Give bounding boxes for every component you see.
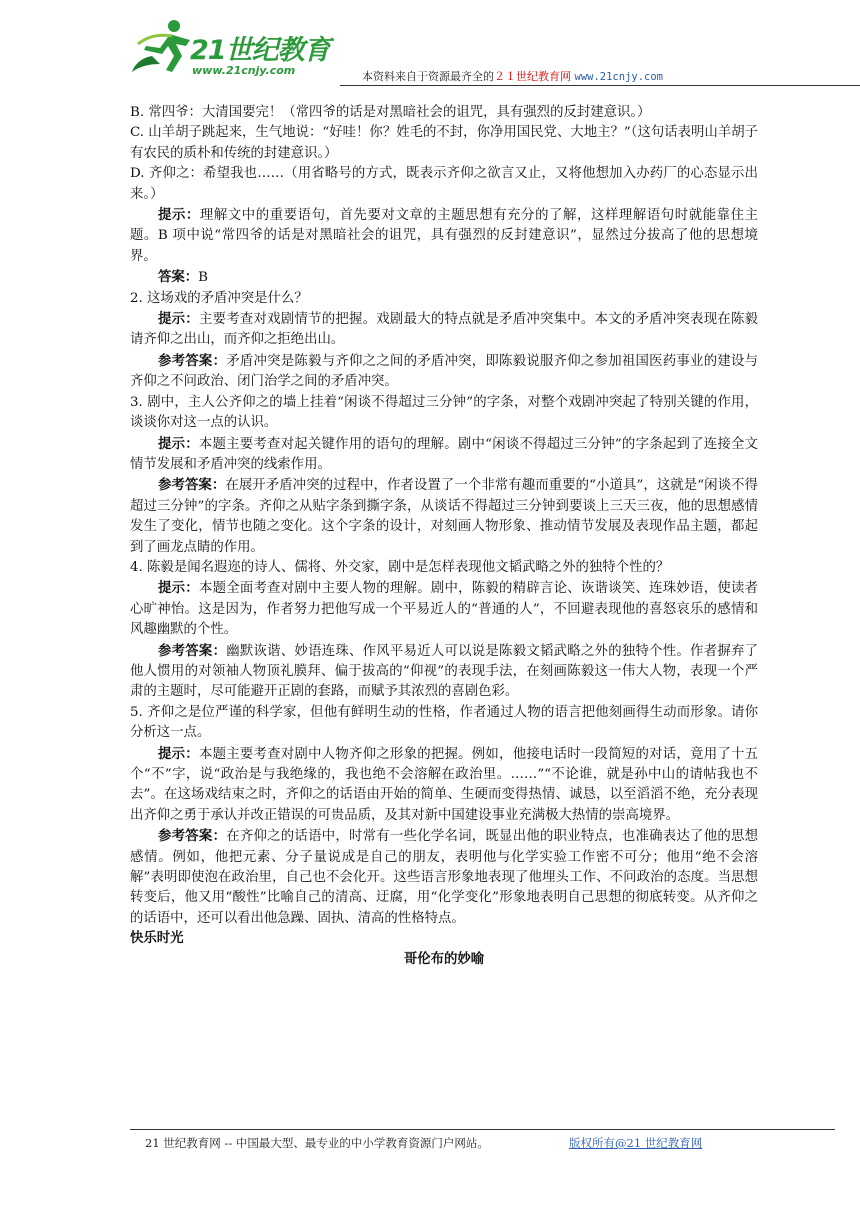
q2-hint-text: 主要考查对戏剧情节的把握。戏剧最大的特点就是矛盾冲突集中。本文的矛盾冲突表现在陈毅请齐仰之出山，而齐仰之拒绝出山。	[130, 312, 759, 348]
question-4: 4. 陈毅是闻名遐迩的诗人、儒将、外交家，剧中是怎样表现他文韬武略之外的独特个性的？	[130, 559, 670, 575]
q1-answer	[130, 267, 758, 288]
page-footer	[145, 1135, 703, 1151]
hint-label: 提示：	[158, 435, 199, 452]
answer-label: 答案：	[158, 269, 199, 286]
option-d: D. 齐仰之：希望我也……（用省略号的方式，既表示齐仰之欲言又止，又将他想加入办药厂的心态显示出来。）	[130, 166, 758, 202]
option-c: C. 山羊胡子跳起来，生气地说：“好哇！你？姓毛的不封，你净用国民党、大地主？”（这句话表明山羊胡子有农民的质朴和传统的封建意识。）	[130, 125, 758, 161]
header-site-link[interactable]: ２１世纪教育网	[494, 70, 571, 83]
answer-label: 参考答案：	[158, 828, 227, 845]
copyright-link[interactable]: 版权所有@21 世纪教育网	[569, 1136, 703, 1150]
question-2: 2. 这场戏的矛盾冲突是什么？	[130, 290, 308, 306]
q5-hint	[130, 744, 758, 827]
header-url-link[interactable]: www.21cnjy.com	[574, 71, 664, 83]
question-5: 5. 齐仰之是位严谨的科学家，但他有鲜明生动的性格，作者通过人物的语言把他刻画得生动而形象。请你分析这一点。	[130, 704, 758, 741]
q4-hint	[130, 578, 758, 640]
q4-answer-text: 幽默诙谐、妙语连珠、作风平易近人可以说是陈毅文韬武略之外的独特个性。作者摒弃了他人惯用的对领袖人物顶礼膜拜、偏于拔高的“仰视”的表现手法，在刻画陈毅这一伟大人物，表现一个严肃的主题时，尽可能避开正剧的套路，而赋予其浓烈的喜剧色彩。	[130, 643, 759, 700]
logo-title: 21世纪教育	[190, 35, 330, 66]
q4-hint-text: 本题全面考查对剧中主要人物的理解。剧中，陈毅的精辟言论、诙谐谈笑、连珠妙语，使读者心旷神怡。这是因为，作者努力把他写成一个平易近人的“普通的人”，不回避表现他的喜怒哀乐的感情和风趣幽默的个性。	[130, 581, 759, 638]
q1-hint-text: 理解文中的重要语句，首先要对文章的主题思想有充分的了解，这样理解语句时就能靠住主题。B 项中说“常四爷的话是对黑暗社会的诅咒，具有强烈的反封建意识”，显然过分拔高了他的思想境界。	[130, 208, 759, 264]
hint-label: 提示：	[158, 745, 199, 762]
q5-hint-text: 本题主要考查对剧中人物齐仰之形象的把握。例如，他接电话时一段简短的对话，竟用了十五个“不”字，说“政治是与我绝缘的，我也绝不会溶解在政治里。……”“不论谁，就是孙中山的请帖我也不去”。在这场戏结束之时，齐仰之的话语由开始的简单、生硬而变得热情、诚恳，以至滔滔不绝，充分表现出齐仰之勇于承认并改正错误的可贵品质，及其对新中国建设事业充满极大热情的崇高境界。	[130, 746, 759, 823]
q1-hint	[130, 205, 758, 267]
q5-answer	[130, 826, 758, 929]
q1-answer-text: B	[198, 270, 209, 286]
q5-answer-text: 在齐仰之的话语中，时常有一些化学名词，既显出他的职业特点，也准确表达了他的思想感情。例如，他把元素、分子量说成是自己的朋友，表明他与化学实验工作密不可分；他用“绝不会溶解”表明即使泡在政治里，自己也不会化开。这些语言形象地表现了他埋头工作、不问政治的态度。当思想转变后，他又用“酸性”比喻自己的清高、迂腐，用“化学变化”形象地表明自己思想的彻底转变。从齐仰之的话语中，还可以看出他急躁、固执、清高的性格特点。	[130, 829, 759, 926]
q3-answer-text: 在展开矛盾冲突的过程中，作者设置了一个非常有趣而重要的“小道具”，这就是“闲谈不得超过三分钟”的字条。齐仰之从贴字条到撕字条，从谈话不得超过三分钟到要谈上三天三夜，他的思想感情发生了变化，情节也随之变化。这个字条的设计，对刻画人物形象、推动情节发展及表现作品主题，都起到了画龙点睛的作用。	[130, 478, 758, 555]
question-3: 3. 剧中，主人公齐仰之的墙上挂着“闲谈不得超过三分钟”的字条，对整个戏剧冲突起了特别关键的作用，谈谈你对这一点的认识。	[130, 394, 758, 431]
q3-answer	[130, 475, 758, 558]
q2-answer-text: 矛盾冲突是陈毅与齐仰之之间的矛盾冲突，即陈毅说服齐仰之参加祖国医药事业的建设与齐仰之不问政治、闭门治学之间的矛盾冲突。	[130, 353, 759, 390]
answer-label: 参考答案：	[158, 642, 227, 659]
q3-hint-text: 本题主要考查对起关键作用的语句的理解。剧中“闲谈不得超过三分钟”的字条起到了连接全文情节发展和矛盾冲突的线索作用。	[130, 436, 758, 472]
q2-hint	[130, 309, 758, 351]
option-b: B. 常四爷：大清国要完！（常四爷的话是对黑暗社会的诅咒，具有强烈的反封建意识。）	[130, 105, 651, 120]
document-body	[130, 103, 758, 970]
footer-text: 21 世纪教育网 -- 中国最大型、最专业的中小学教育资源门户网站。	[145, 1136, 489, 1150]
answer-label: 参考答案：	[158, 352, 227, 369]
site-logo[interactable]	[130, 14, 345, 84]
q2-answer	[130, 351, 758, 393]
logo-url: www.21cnjy.com	[192, 64, 296, 77]
story-title: 哥伦布的妙喻	[403, 951, 485, 967]
answer-label: 参考答案：	[158, 477, 226, 494]
page-header	[130, 14, 830, 86]
footer-divider	[130, 1129, 835, 1130]
header-note-prefix: 本资料来自于资源最齐全的	[362, 70, 494, 83]
hint-label: 提示：	[158, 311, 199, 328]
header-divider	[340, 85, 860, 86]
q4-answer	[130, 641, 758, 703]
hint-label: 提示：	[158, 207, 200, 224]
header-note	[362, 68, 663, 84]
q3-hint	[130, 434, 758, 476]
section-title: 快乐时光	[130, 931, 184, 947]
hint-label: 提示：	[158, 580, 199, 597]
